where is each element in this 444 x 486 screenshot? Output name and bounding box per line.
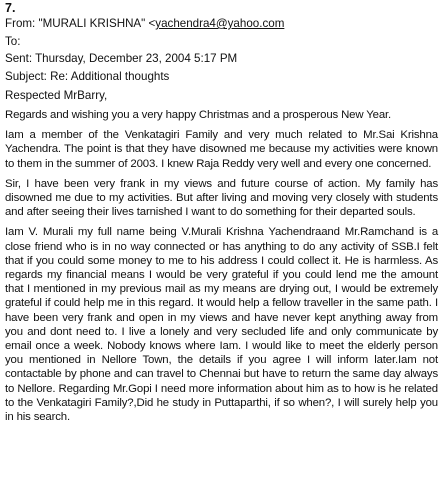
salutation: Respected MrBarry,	[5, 89, 108, 102]
body-paragraph: Iam a member of the Venkatagiri Family and very much related to Mr.Sai Krishna Yachendra. The point is that they have disowned me because my activities were known to them in the summer of 2003. I knew Raja Reddy very well and every one concerned.	[5, 129, 438, 170]
page-number: 7.	[5, 1, 16, 15]
from-email-link[interactable]: yachendra4@yahoo.com	[155, 17, 285, 30]
body-paragraph: Iam V. Murali my full name being V.Murali Krishna Yachendraand Mr.Ramchand is a close friend who is in no way connected or has anything to do any activity of SSB.I felt that if you could some money to me to his address I could collect it. He is harmless. As regards my financial means I would be very grateful if you could lend me the amount that I mentioned in my previous mail as my means are drying out, I would be extremely grateful if could help me in this regard. It would help a fellow traveller in the same path. I have been very frank and open in my views and have never kept anything away from you and dont need to. I live a lonely and very secluded life and only communicate by email once a week. Nobody knows where Iam. I would like to meet the elderly person you mentioned in Nellore Town, the details if you agree I will inform later.Iam not contactable by phone and can travel to Chennai but have to return the same day always to Nellore. Regarding Mr.Gopi I need more information about him as to how is he related to the Venkatagiri Family?,Did he study in Puttaparthi, if so when?, I will surely help you in his search.	[5, 226, 438, 424]
subject-line: Subject: Re: Additional thoughts	[5, 69, 170, 83]
from-label: From: "MURALI KRISHNA" <	[5, 17, 156, 30]
body-paragraph: Sir, I have been very frank in my views and future course of action. My family has disowned me due to my activities. But after living and moving very closely with students and after seeing their lives tarnished I want to do something for their departed souls.	[5, 177, 438, 219]
to-line: To:	[5, 34, 21, 48]
sent-line: Sent: Thursday, December 23, 2004 5:17 PM	[5, 52, 238, 65]
body-paragraph: Regards and wishing you a very happy Christmas and a prosperous New Year.	[5, 109, 392, 121]
from-line	[5, 15, 438, 33]
